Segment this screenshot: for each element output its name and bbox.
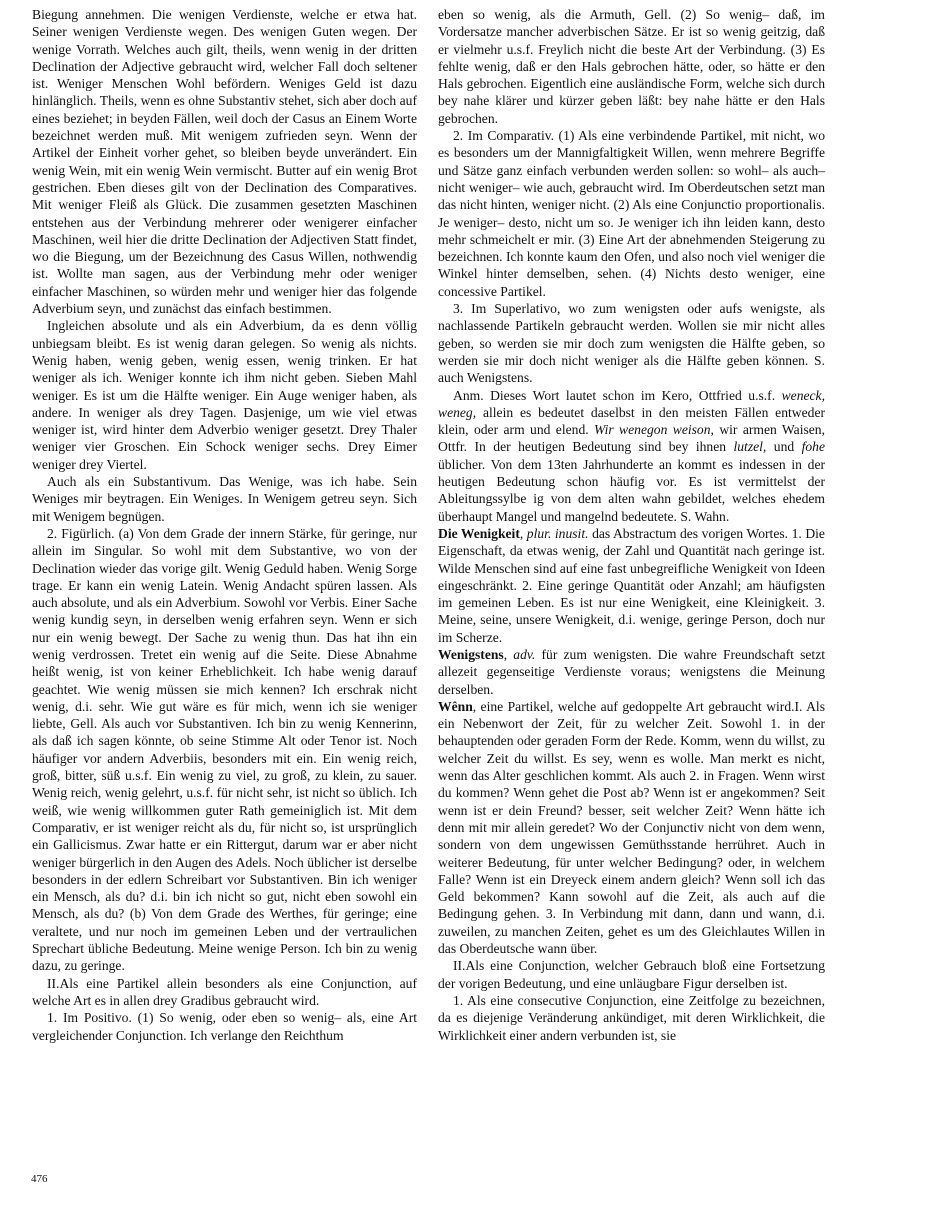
page-number: 476 (31, 1173, 48, 1185)
paragraph: Auch als ein Substantivum. Das Wenige, was ich habe. Sein Weniges mir beytragen. Ein Weniges. In Wenigem getreu seyn. Sich mit Wenigem begnügen. (32, 474, 417, 524)
entry-wenigstens: Wenigstens, adv. für zum wenigsten. Die wahre Freundschaft setzt allezeit gegenseitige Verdienste voraus; wenigstens die Meinung derselben. (438, 646, 826, 697)
paragraph: eben so wenig, als die Armuth, Gell. (2) So wenig– daß, im Vordersatze mancher adverbischen Sätze. Er ist so wenig geitzig, daß er vielmehr u.s.f. Freylich nicht die beste Art der Verbindung. (3) Es fehlte wenig, daß er den Hals gebrochen hätte, oder, so hätte er den Hals gebrochen. Eigentlich eine ausländische Form, welche sich durch bey nahe klärer und kürzer geben läßt: bey nahe hätte er den Hals gebrochen. (438, 7, 825, 126)
paragraph: Anm. Dieses Wort lautet schon im Kero, Ottfried u.s.f. weneck, weneg, allein es bedeutet daselbst in den meisten Fällen entweder klein, oder arm und elend. Wir wenegon weison, wir armen Waisen, Ottfr. In der heutigen Bedeutung sind bey ihnen lutzel, und fohe üblicher. Von dem 13ten Jahrhunderte an kommt es indessen in der heutigen Bedeutung schon häufig vor. Es ist vermittelst der Ableitungssylbe ig von dem alten wahn gebildet, welches ehedem überhaupt Mangel und mangelnd bedeutete. S. Wahn. (438, 387, 826, 524)
paragraph: Ingleichen absolute und als ein Adverbium, da es denn völlig unbiegsam bleibt. Es ist wenig daran gelegen. So wenig als nichts. Wenig haben, wenig geben, wenig essen, wenig trinken. Er hat weniger als ich. Weniger konnte ich ihm nicht geben. Sieben Mahl weniger. Es ist um die Hälfte weniger. Ein Auge weniger haben, als andere. In weniger als drey Tagen. Dasjenige, um wie viel etwas weniger ist, wird hinter dem Adverbio weniger gesetzt. Drey Thaler weniger vier Groschen. Ein Schock weniger sechs. Drey Eimer weniger drey Viertel. (32, 318, 417, 472)
entry-wenigkeit: Die Wenigkeit, plur. inusit. das Abstractum des vorigen Wortes. 1. Die Eigenschaft, da etwas wenig, der Zahl und Quantität nach geringe ist. Wilde Menschen sind auf eine fast unbegreifliche Wenigkeit von Ideen eingeschränkt. 2. Eine geringe Quantität oder Anzahl; am häufigsten im gemeinen Leben. Es ist nur eine Wenigkeit, eine Kleinigkeit. 3. Meine, seine, unsere Wenigkeit, d.i. wenige, geringe Person, doch nur im Scherze. (438, 525, 825, 645)
paragraph: Biegung annehmen. Die wenigen Verdienste, welche er etwa hat. Seiner wenigen Verdienste wegen. Des wenigen Guten wegen. Der wenige Vorrath. Welches auch gilt, theils, wenn wenig in der dritten Declination der Adjective gebraucht wird, welcher Fall doch seltener ist. Weniger Menschen Wohl befördern. Weniges Geld ist dazu hinlänglich. Theils, wenn es ohne Substantiv stehet, sich aber doch auf eines beziehet; in beyden Fällen, weil doch der Casus an Einem Worte bezeichnet werden muß. Mit wenigem zufrieden seyn. Wenn der Artikel der Einheit vorher gehet, so bleiben beyde unverändert. Ein wenig Wein, mit ein wenig Wein vermischt. Butter auf ein wenig Brot gestrichen. Eben dieses gilt von der Declination des Comparatives. Mit weniger Fleiß als Glück. Die zusammen gesetzten Maschinen entstehen aus der Verbindung mehrerer oder wenigerer einfacher Maschinen, weil hier die dritte Declination der Adjectiven Statt findet, wo die Biegung, um der Bezeichnung des Casus Willen, nothwendig ist. Wollte man sagen, aus der Verbindung mehr oder weniger einfacher Maschinen, so würden mehr und weniger hier das folgende Adverbium seyn, und zunächst das einfach bestimmen. (32, 7, 417, 317)
paragraph: 2. Im Comparativ. (1) Als eine verbindende Partikel, mit nicht, wo es besonders um der Mannigfaltigkeit Willen, wenn mehrere Begriffe und Sätze ganz einfach verbunden werden sollen: so wohl– als auch– nicht weniger– wie auch, gebraucht wird. Im Oberdeutschen setzt man das nicht hinten, weniger nicht. (2) Als eine Conjunctio proportionalis. Je weniger– desto, nicht um so. Je weniger ich ihn leiden kann, desto mehr schmeichelt er mir. (3) Eine Art der abnehmenden Steigerung zu bezeichnen. Ich konnte kaum den Ofen, und also noch viel weniger die Winkel hinter demselben, sehen. (4) Nichts desto weniger, eine concessive Partikel. (438, 128, 825, 299)
paragraph: II.Als eine Partikel allein besonders als eine Conjunction, auf welche Art es in allen drey Gradibus gebraucht wird. (32, 975, 417, 1008)
paragraph: 1. Als eine consecutive Conjunction, eine Zeitfolge zu bezeichnen, da es diejenige Veränderung ankündiget, mit deren Wirklichkeit, die Wirklichkeit einer andern verbunden ist, sie (438, 992, 825, 1043)
entry-wenn: Wênn, eine Partikel, welche auf gedoppelte Art gebraucht wird.I. Als ein Nebenwort der Zeit, für zu welcher Zeit. Sowohl 1. in der behauptenden oder geraden Form der Rede. Komm, wenn du willst, zu welcher Zeit du willst. Es sey, wenn es wolle. Man merkt es nicht, wenn das Alter geschlichen kommt. Als auch 2. in Fragen. Wenn wirst du kommen? Wenn gehet die Post ab? Wenn ist er angekommen? Seit wenn ist er dein Freund? besser, seit welcher Zeit? Wenn hätte ich denn mit mir allein geredet? Wo der Conjunctiv nicht von dem wenn, sondern von dem ungewissen Gemüthsstande herrühret. Auch in weiterer Bedeutung, für unter welcher Bedingung? oder, in welchem Falle? Wenn ist ein Dreyeck einem andern gleich? Wenn soll ich das Geld bekommen? Kann sowohl auf die Zeit, als auch auf die Bedingung gehen. 3. In Verbindung mit dann, dann und wann, d.i. zuweilen, zu manchen Zeiten, gehet es um des Gleichlautes Willen in das Oberdeutsche wann über. (438, 698, 825, 957)
paragraph: II.Als eine Conjunction, welcher Gebrauch bloß eine Fortsetzung der vorigen Bedeutung, und eine unläugbare Figur derselben ist. (438, 958, 825, 991)
paragraph: 3. Im Superlativo, wo zum wenigsten oder aufs wenigste, als nachlassende Partikeln gebraucht werden. Wollen sie mir nicht alles geben, so werden sie mir doch zum wenigsten die Hälfte geben, so werden sie mir doch nicht weniger als die Hälfte geben können. S. auch Wenigstens. (438, 301, 825, 386)
left-column (32, 6, 417, 1044)
right-column (438, 6, 825, 1044)
paragraph: 1. Im Positivo. (1) So wenig, oder eben so wenig– als, eine Art vergleichender Conjunction. Ich verlange den Reichthum (32, 1010, 417, 1043)
paragraph: 2. Figürlich. (a) Von dem Grade der innern Stärke, für geringe, nur allein im Singular. So wohl mit dem Substantive, wo von der Declination wieder das vorige gilt. Wenig Geduld haben. Wenig Sorge trage. Er kann ein wenig Latein. Wenig Andacht spüren lassen. Als auch absolute, und als ein Adverbium. Sowohl vor Verbis. Einer Sache wenig kundig seyn, in derselben wenig erfahren seyn. Wenn er sich nur ein wenig bewegt. Der Sache zu wenig thun. Das hat ihn ein wenig verdrossen. Tretet ein wenig auf die Seite. Diese Abnahme heißt wenig, ist von keiner Erheblichkeit. Ich habe wenig darauf geachtet. Wie wenig müssen sie mich kennen? Ich erschrak nicht wenig, d.i. sehr. Wie gut wäre es für mich, wenn ich sie weniger liebte, Gell. Als auch vor Substantiven. Ich bin zu wenig Kennerinn, als daß ich sagen könnte, ob seine Stimme Alt oder Tenor ist. Noch häufiger vor andern Adverbiis, besonders mit ein. Ein wenig reich, groß, bitter, süß u.s.f. Ein wenig zu viel, zu groß, zu klein, zu sauer. Wenig reich, wenig gelehrt, u.s.f. für nicht sehr, ist nicht so üblich. Ich weiß, wie wenig willkommen guter Rath gemeiniglich ist. Mit dem Comparativ, er ist weniger reicht als du, für nicht so, ist ursprünglich ein Gallicismus. Zwar hatte er ein Rittergut, darum war er aber nicht weniger bürgerlich in den Augen des Adels. Noch üblicher ist derselbe besonders in der edlern Schreibart vor Substantiven. Bin ich weniger ein Mensch, als du? d.i. bin ich nicht so gut, nicht eben sowohl ein Mensch, als du? (b) Von dem Grade des Werthes, für geringe; eine veraltete, und nur noch im gemeinen Leben und der vertraulichen Sprechart übliche Bedeutung. Meine wenige Person. Ich bin zu wenig dazu, zu geringe. (32, 525, 417, 974)
